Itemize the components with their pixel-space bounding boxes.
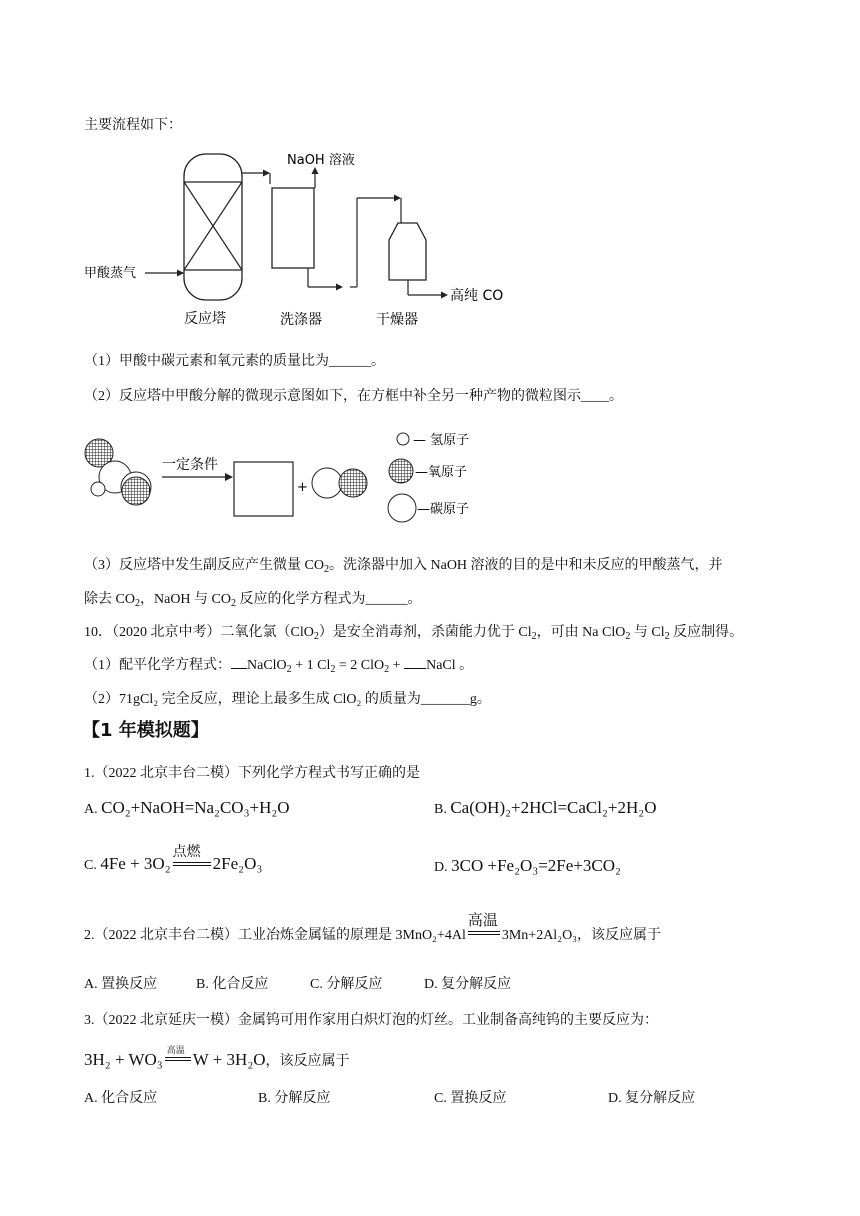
legend-hydrogen: — 氢原子 (413, 433, 470, 448)
dryer-label: 干燥器 (376, 312, 418, 328)
mock-3-equation: 3H₂ + WO₃ 高温 W + 3H₂O，该反应属于 (84, 1050, 350, 1070)
washer (272, 188, 314, 268)
condition-label: 一定条件 (162, 457, 218, 473)
condition-ignite: 点燃 (172, 843, 201, 860)
dryer (389, 223, 426, 280)
mock-3-option-a: A. 化合反应 (84, 1091, 158, 1106)
mock-1-stem: 1.（2022 北京丰台二模）下列化学方程式书写正确的是 (84, 766, 420, 781)
naoh-label: NaOH 溶液 (287, 153, 355, 168)
problem-10-stem: 10．（2020 北京中考）二氧化氯（ClO$_2$）是安全消毒剂，杀菌能力优于 $Cl_2$，可由 Na ClO$_2$ 与 $Cl_2$ 反应制得。 (84, 625, 744, 643)
legend-oxygen: —氧原子 (415, 465, 468, 480)
feed-label: 甲酸蒸气 (84, 266, 137, 281)
equation-d: 3CO +Fe₂O₃=2Fe+3CO₂ (451, 856, 621, 875)
question-3-line-2: 除去 $CO_2$，NaOH 与 $CO_2$ 反应的化学方程式为______。 (84, 592, 422, 610)
mock-2-option-d: D. 复分解反应 (424, 977, 512, 992)
equation-a: CO₂+NaOH=Na₂CO₃+H₂O (101, 798, 290, 817)
mock-3-stem: 3.（2022 北京延庆一模）金属钨可用作家用白炽灯泡的灯丝。工业制备高纯钨的主要反应为： (84, 1013, 658, 1028)
condition-high-temp: 高温 (467, 910, 498, 929)
mock-2-stem: 2.（2022 北京丰台二模）工业冶炼金属锰的原理是 3MnO₂+4Al 高温 3Mn+2Al₂O₃，该反应属于 (84, 910, 662, 943)
question-2: （2）反应塔中甲酸分解的微现示意图如下，在方框中补全另一种产物的微粒图示____。 (84, 389, 623, 404)
question-1: （1）甲酸中碳元素和氧元素的质量比为______。 (84, 354, 385, 369)
section-heading: 【1 年模拟题】 (82, 720, 209, 741)
question-3-line-1: （3）反应塔中发生副反应产生微量 $CO_2$。洗涤器中加入 NaOH 溶液的目的是中和未反应的甲酸蒸气，并 (84, 558, 723, 576)
mock-3-option-b: B. 分解反应 (258, 1091, 331, 1106)
washer-label: 洗涤器 (280, 312, 322, 328)
equation-b: Ca(OH)₂+2HCl=CaCl₂+2H₂O (450, 798, 657, 817)
mock-3-option-d: D. 复分解反应 (608, 1091, 696, 1106)
reactor-label: 反应塔 (184, 311, 226, 327)
process-flow-diagram (80, 140, 520, 335)
option-a: A. CO₂+NaOH=Na₂CO₃+H₂O (84, 798, 290, 817)
condition-high-temp-small: 高温 (166, 1045, 185, 1056)
product-label: 高纯 CO (450, 288, 504, 304)
option-c: C. 4Fe + 3O₂ 点燃 2Fe₂O₃ (84, 854, 262, 874)
answer-box (234, 462, 293, 516)
intro-text: 主要流程如下： (84, 118, 182, 133)
mock-3-option-c: C. 置换反应 (434, 1091, 507, 1106)
mock-2-option-a: A. 置换反应 (84, 977, 158, 992)
option-d: D. 3CO +Fe₂O₃=2Fe+3CO₂ (434, 856, 621, 875)
micro-reaction-diagram (80, 425, 500, 530)
problem-10-q2: （2）71gCl₂ 完全反应，理论上最多生成 ClO₂ 的质量为_______g。 (84, 692, 491, 707)
problem-10-q1: （1）配平化学方程式： NaClO$_2$ + 1 $Cl_2 = 2$ ClO$_2$ + NaCl 。 (84, 658, 474, 676)
option-b: B. Ca(OH)₂+2HCl=CaCl₂+2H₂O (434, 798, 657, 817)
mock-2-option-c: C. 分解反应 (310, 977, 383, 992)
mock-2-option-b: B. 化合反应 (196, 977, 269, 992)
legend-carbon: —碳原子 (417, 502, 470, 517)
plus-sign: + (297, 480, 308, 495)
